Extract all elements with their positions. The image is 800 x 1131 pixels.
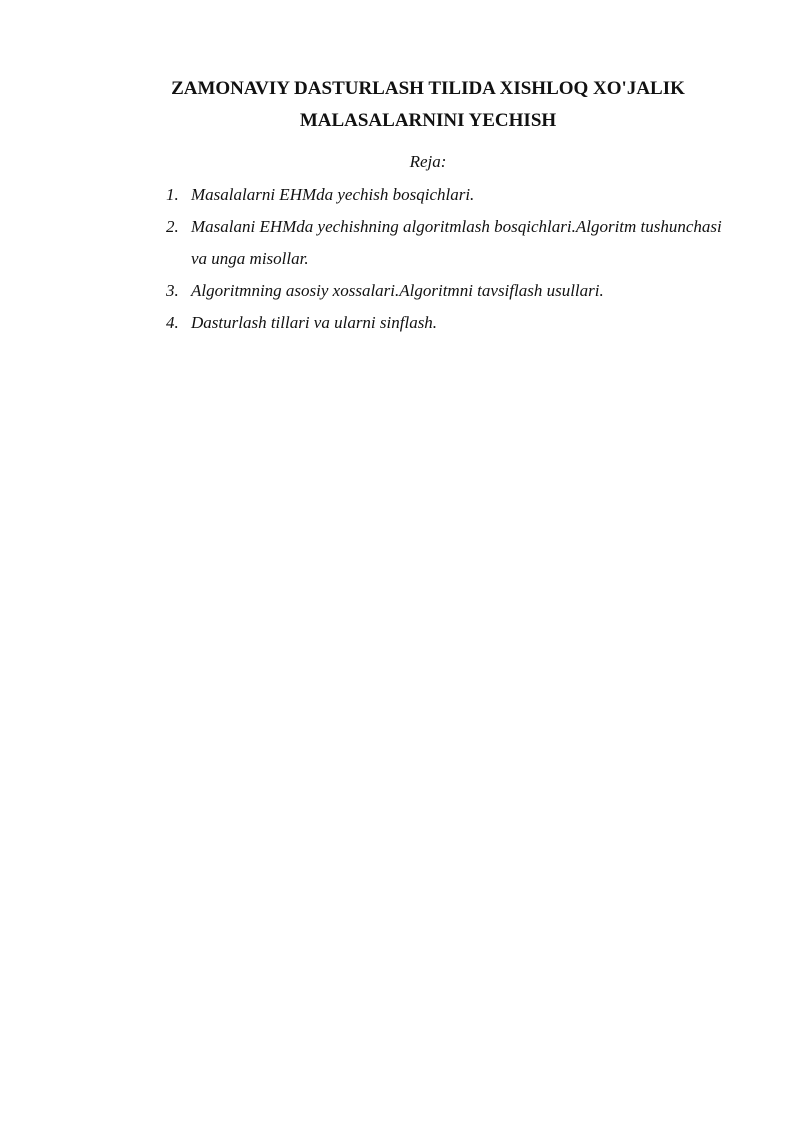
plan-item-text: Dasturlash tillari va ularni sinflash. <box>191 313 438 332</box>
plan-list <box>166 179 726 339</box>
plan-item-text: Algoritmning asosiy xossalari.Algoritmni tavsiflash usullari. <box>191 281 604 300</box>
plan-item-number: 1. <box>166 185 179 204</box>
title-line-1: ZAMONAVIY DASTURLASH TILIDA XISHLOQ XO'JALIK <box>171 78 685 99</box>
title-line-2: MALASALARNINI YECHISH <box>299 110 557 131</box>
plan-heading: Reja: <box>409 152 447 171</box>
plan-item-4 <box>166 307 726 339</box>
plan-item-number: 3. <box>166 281 179 300</box>
plan-item-3 <box>166 275 726 307</box>
plan-item-2 <box>166 211 726 275</box>
plan-item-number: 4. <box>166 313 179 332</box>
plan-item-text: Masalalarni EHMda yechish bosqichlari. <box>191 185 475 204</box>
plan-item-1 <box>166 179 726 211</box>
document-title <box>120 73 736 137</box>
plan-item-text: Masalani EHMda yechishning algoritmlash bosqichlari.Algoritm tushunchasi va unga misollar. <box>191 217 722 268</box>
plan-item-number: 2. <box>166 217 179 236</box>
